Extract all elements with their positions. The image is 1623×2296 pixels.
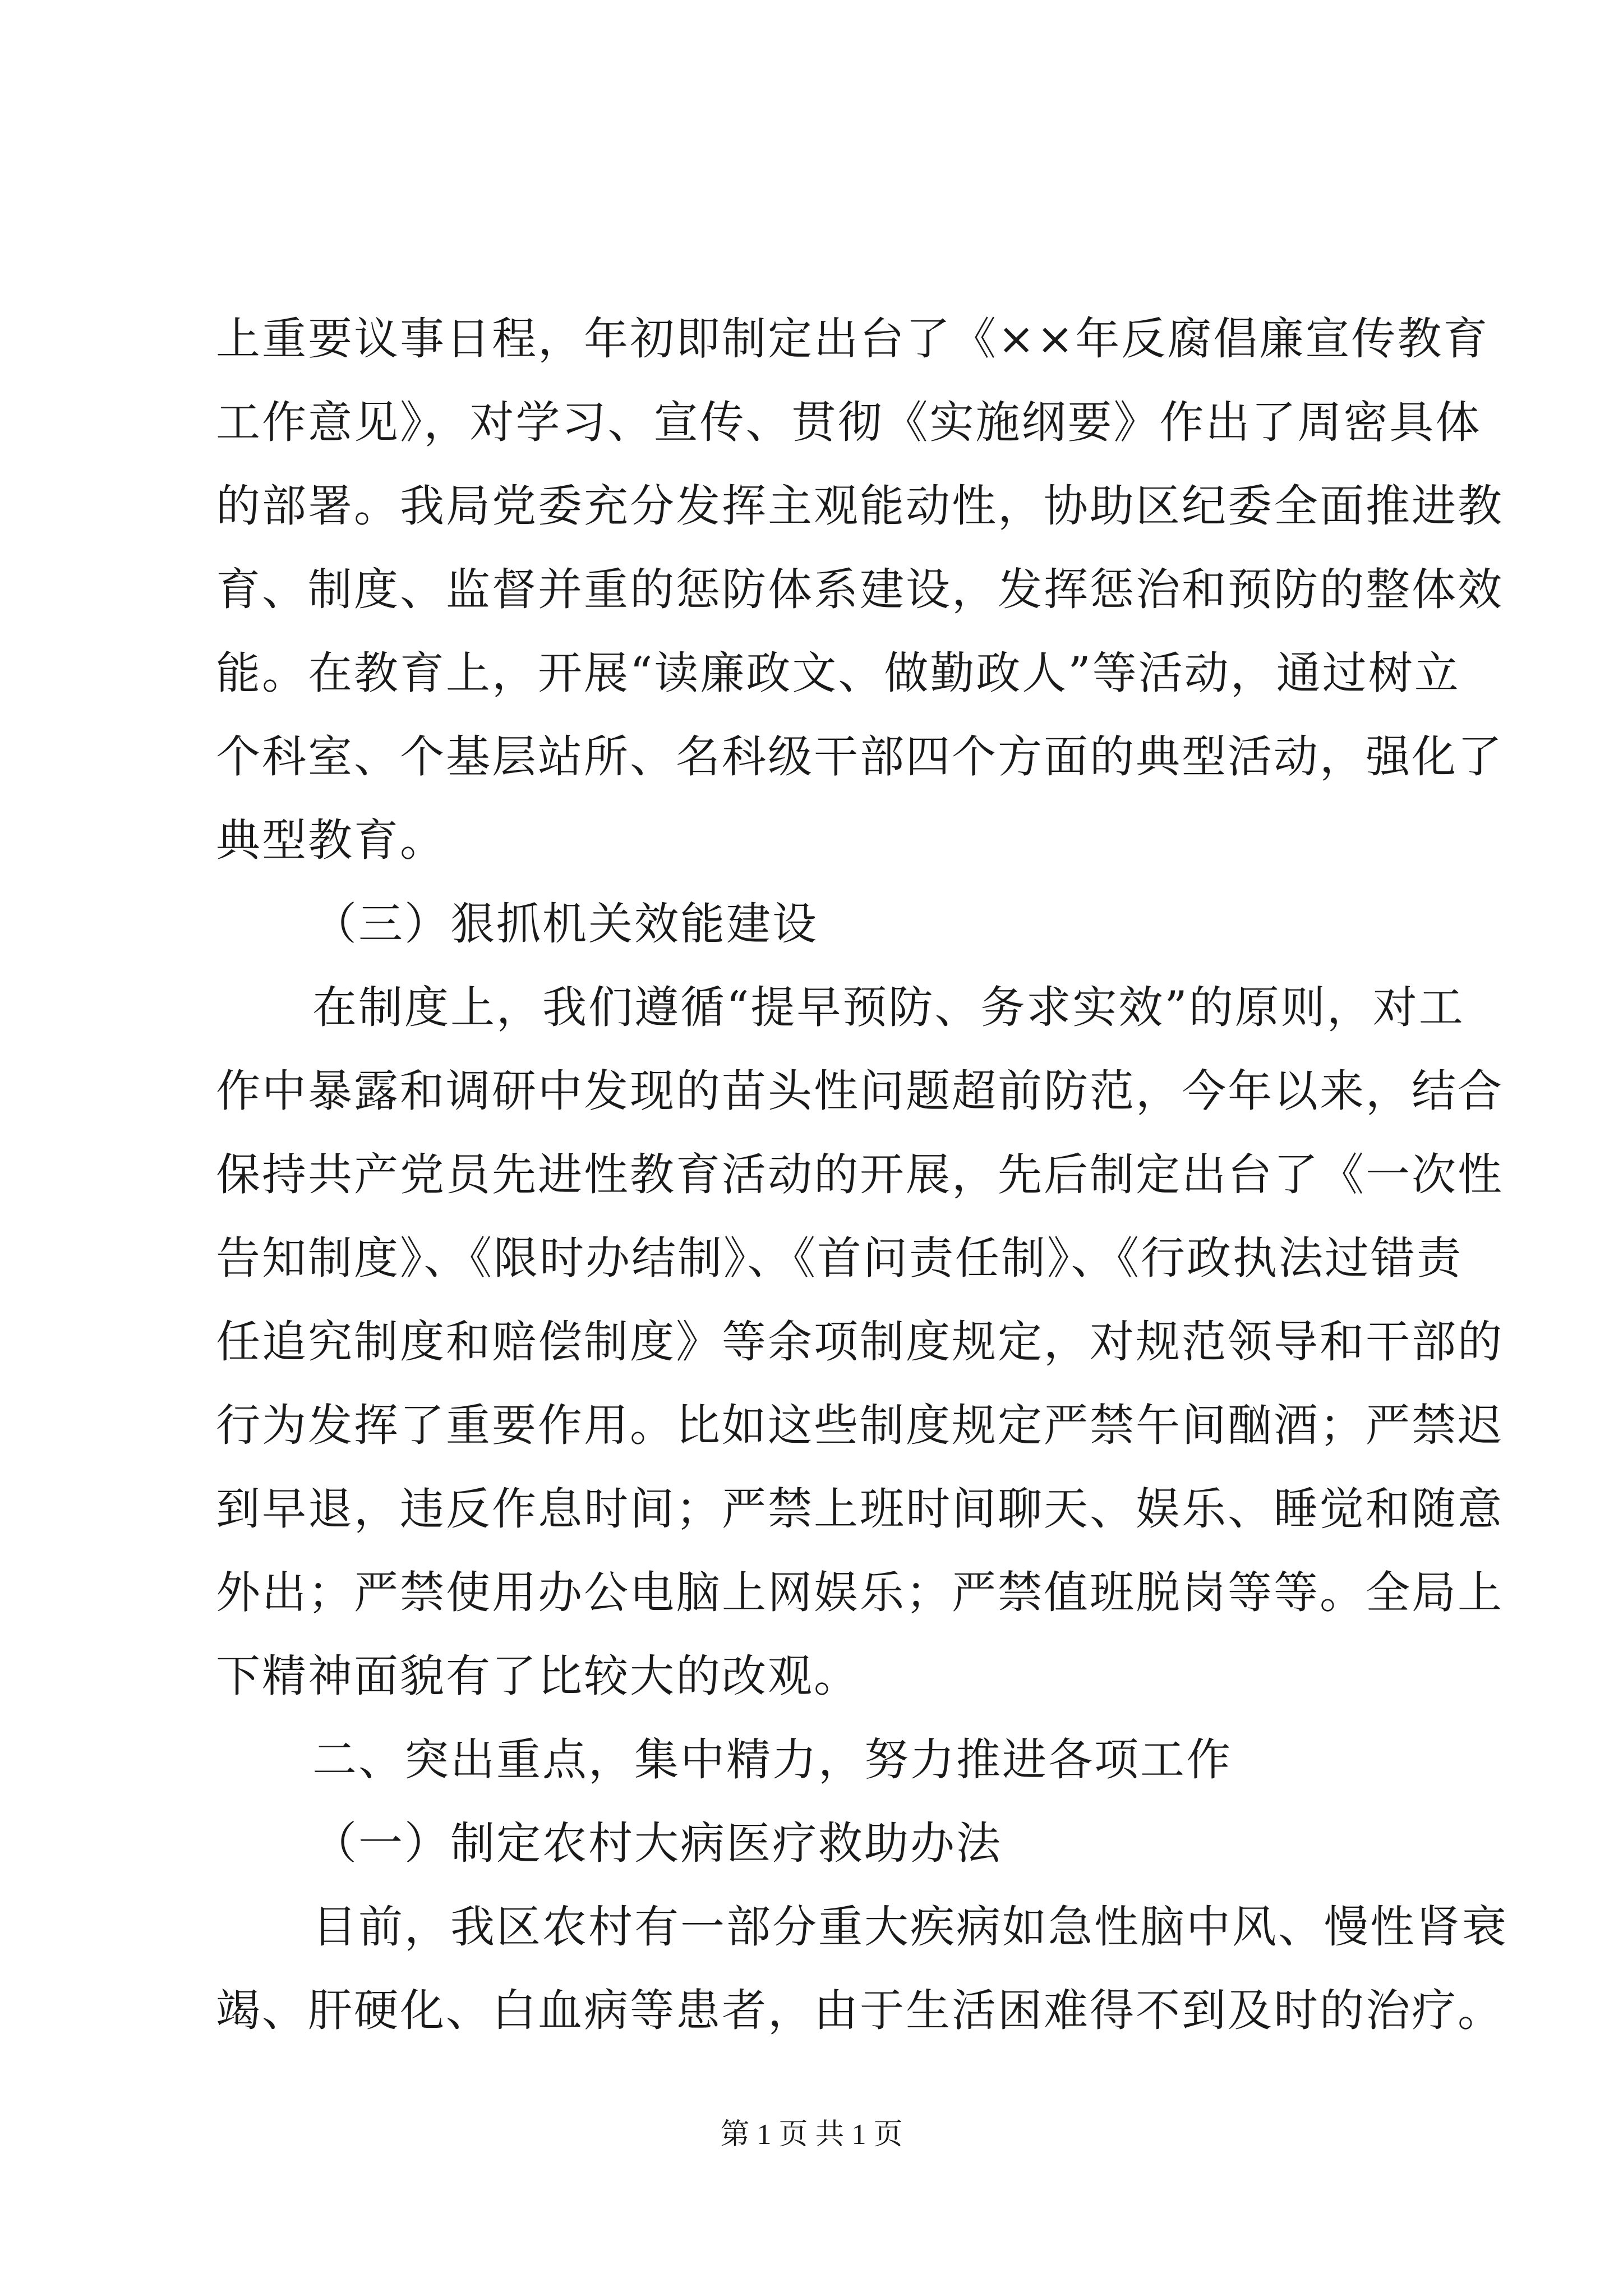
text-line: 告知制度》、《限时办结制》、《首问责任制》、《行政执法过错责 xyxy=(216,1232,1463,1284)
text-line: 保持共产党员先进性教育活动的开展，先后制定出台了《一次性 xyxy=(216,1149,1504,1200)
text-line: 竭、肝硬化、白血病等患者，由于生活困难得不到及时的治疗。 xyxy=(216,1985,1504,2036)
text-line: 任追究制度和赔偿制度》等余项制度规定，对规范领导和干部的 xyxy=(216,1316,1504,1368)
text-line: 外出；严禁使用办公电脑上网娱乐；严禁值班脱岗等等。全局上 xyxy=(216,1567,1504,1618)
page-number-label: 第 1 页 共 1 页 xyxy=(720,2119,903,2151)
text-line: 上重要议事日程，年初即制定出台了《××年反腐倡廉宣传教育 xyxy=(216,313,1490,365)
section-heading: （三）狠抓机关效能建设 xyxy=(312,898,818,950)
text-line: 育、制度、监督并重的惩防体系建设，发挥惩治和预防的整体效 xyxy=(216,564,1504,615)
text-line: 到早退，违反作息时间；严禁上班时间聊天、娱乐、睡觉和随意 xyxy=(216,1483,1504,1535)
text-line: 的部署。我局党委充分发挥主观能动性，协助区纪委全面推进教 xyxy=(216,480,1504,532)
paragraph-start: 在制度上，我们遵循“提早预防、务求实效”的原则，对工 xyxy=(312,982,1465,1033)
text-line: 典型教育。 xyxy=(216,815,446,866)
text-line: 作中暴露和调研中发现的苗头性问题超前防范，今年以来，结合 xyxy=(216,1065,1504,1117)
text-line: 个科室、个基层站所、名科级干部四个方面的典型活动，强化了 xyxy=(216,731,1504,783)
page-footer xyxy=(0,2110,1623,2152)
text-line: 能。在教育上，开展“读廉政文、做勤政人”等活动，通过树立 xyxy=(216,647,1460,699)
paragraph-start: 目前，我区农村有一部分重大疾病如急性脑中风、慢性肾衰 xyxy=(312,1901,1508,1953)
text-line: 工作意见》，对学习、宣传、贯彻《实施纲要》作出了周密具体 xyxy=(216,397,1482,448)
subsection-heading: （一）制定农村大病医疗救助办法 xyxy=(312,1818,1002,1869)
text-line: 下精神面貌有了比较大的改观。 xyxy=(216,1650,860,1702)
document-body xyxy=(216,297,1508,2053)
text-line: 行为发挥了重要作用。比如这些制度规定严禁午间酗酒；严禁迟 xyxy=(216,1400,1504,1451)
section-heading: 二、突出重点，集中精力，努力推进各项工作 xyxy=(312,1734,1232,1786)
